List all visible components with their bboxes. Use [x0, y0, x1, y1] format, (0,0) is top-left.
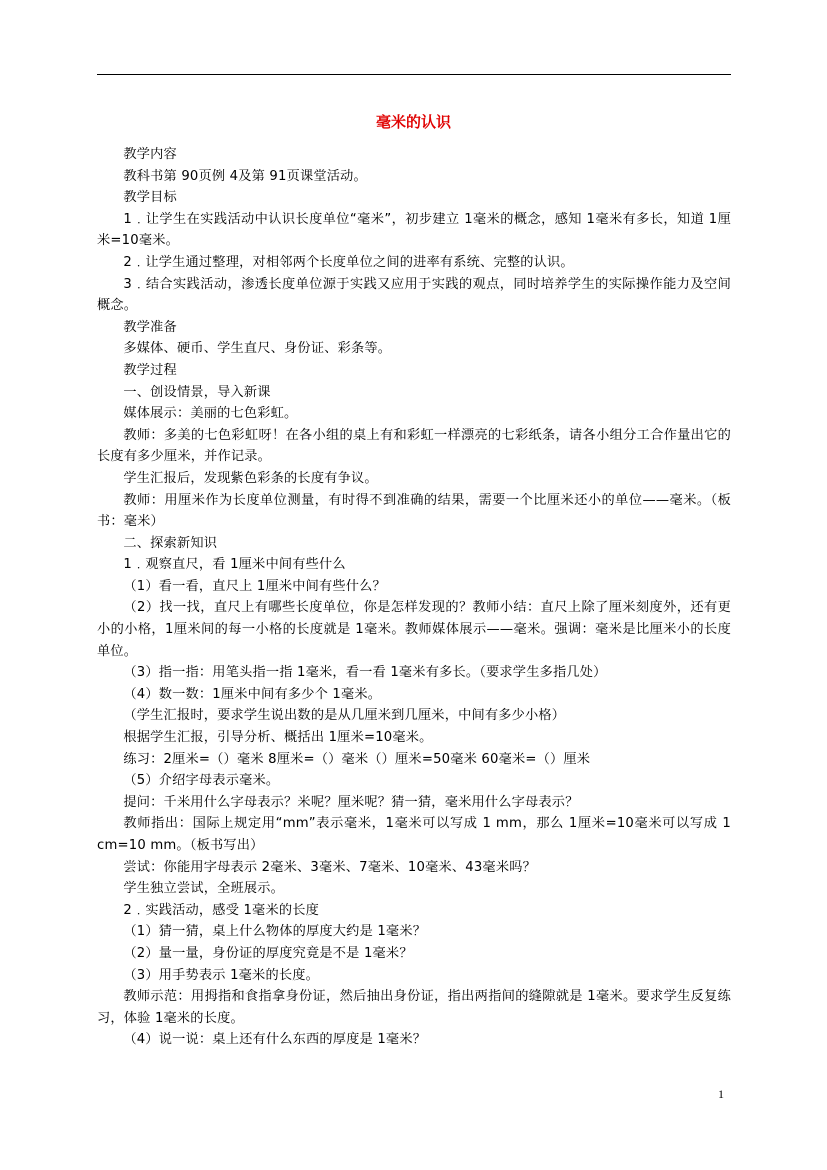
- paragraph: （4）数一数：1厘米中间有多少个 1毫米。: [123, 686, 382, 702]
- paragraph: 3﹒结合实践活动，渗透长度单位源于实践又应用于实践的观点，同时培养学生的实际操作能力及空间概念。: [97, 276, 731, 314]
- paragraph: 练习：2厘米=（）毫米 8厘米=（）毫米（）厘米=50毫米 60毫米=（）厘米: [123, 751, 591, 767]
- document-title: 毫米的认识: [375, 113, 451, 131]
- paragraph: 学生汇报后，发现紫色彩条的长度有争议。: [123, 470, 378, 486]
- paragraph: 提问：千米用什么字母表示？米呢？厘米呢？猜一猜，毫米用什么字母表示？: [123, 794, 579, 810]
- paragraph: 媒体展示：美丽的七色彩虹。: [123, 406, 298, 422]
- paragraph: （4）说一说：桌上还有什么东西的厚度是 1毫米？: [123, 1032, 427, 1048]
- paragraph: 教师：用厘米作为长度单位测量，有时得不到准确的结果，需要一个比厘米还小的单位——毫米。（板书：毫米）: [97, 492, 731, 530]
- document-body: [97, 144, 731, 1051]
- paragraph: 学生独立尝试，全班展示。: [123, 881, 285, 897]
- paragraph: （1）猜一猜，桌上什么物体的厚度大约是 1毫米？: [123, 924, 427, 940]
- paragraph: 一、创设情景，导入新课: [123, 384, 271, 400]
- header-rule: [97, 74, 731, 75]
- paragraph: 教科书第 90页例 4及第 91页课堂活动。: [123, 168, 367, 184]
- paragraph: 2﹒让学生通过整理，对相邻两个长度单位之间的进率有系统、完整的认识。: [123, 254, 574, 270]
- paragraph: 教师指出：国际上规定用“mm”表示毫米，1毫米可以写成 1 mm，那么 1厘米=10毫米可以写成 1 cm=10 mm。（板书写出）: [97, 816, 731, 853]
- paragraph: 教学内容: [123, 147, 177, 162]
- paragraph: 2﹒实践活动，感受 1毫米的长度: [123, 902, 319, 918]
- paragraph: （1）看一看，直尺上 1厘米中间有些什么？: [123, 578, 386, 594]
- paragraph: （2）量一量，身份证的厚度究竟是不是 1毫米？: [123, 945, 413, 961]
- paragraph: （2）找一找，直尺上有哪些长度单位，你是怎样发现的？教师小结：直尺上除了厘米刻度外，还有更小的小格，1厘米间的每一小格的长度就是 1毫米。教师媒体展示——毫米。强调：毫米是比厘米小的长度单位。: [97, 600, 731, 659]
- paragraph: 教师示范：用拇指和食指拿身份证，然后抽出身份证，指出两指间的缝隙就是 1毫米。要求学生反复练习，体验 1毫米的长度。: [97, 989, 731, 1026]
- page-number: 1: [718, 1087, 724, 1101]
- paragraph: （3）指一指：用笔头指一指 1毫米，看一看 1毫米有多长。（要求学生多指几处）: [123, 665, 607, 681]
- paragraph: 教师：多美的七色彩虹呀！在各小组的桌上有和彩虹一样漂亮的七彩纸条，请各小组分工合作量出它的长度有多少厘米，并作记录。: [97, 427, 731, 465]
- paragraph: 1﹒让学生在实践活动中认识长度单位“毫米”，初步建立 1毫米的概念，感知 1毫米有多长，知道 1厘米=10毫米。: [97, 211, 731, 249]
- paragraph: 教学目标: [123, 190, 177, 206]
- paragraph: 多媒体、硬币、学生直尺、身份证、彩条等。: [123, 341, 392, 357]
- paragraph: 教学过程: [123, 362, 177, 378]
- paragraph: 1﹒观察直尺，看 1厘米中间有些什么: [123, 557, 346, 573]
- paragraph: 尝试：你能用字母表示 2毫米、3毫米、7毫米、10毫米、43毫米吗？: [123, 859, 536, 875]
- paragraph: 二、探索新知识: [123, 535, 218, 551]
- paragraph: （5）介绍字母表示毫米。: [123, 773, 280, 789]
- paragraph: 根据学生汇报，引导分析、概括出 1厘米=10毫米。: [123, 730, 433, 746]
- paragraph: （3）用手势表示 1毫米的长度。: [123, 967, 319, 983]
- paragraph: （学生汇报时，要求学生说出数的是从几厘米到几厘米，中间有多少小格）: [123, 708, 566, 724]
- paragraph: 教学准备: [123, 319, 177, 335]
